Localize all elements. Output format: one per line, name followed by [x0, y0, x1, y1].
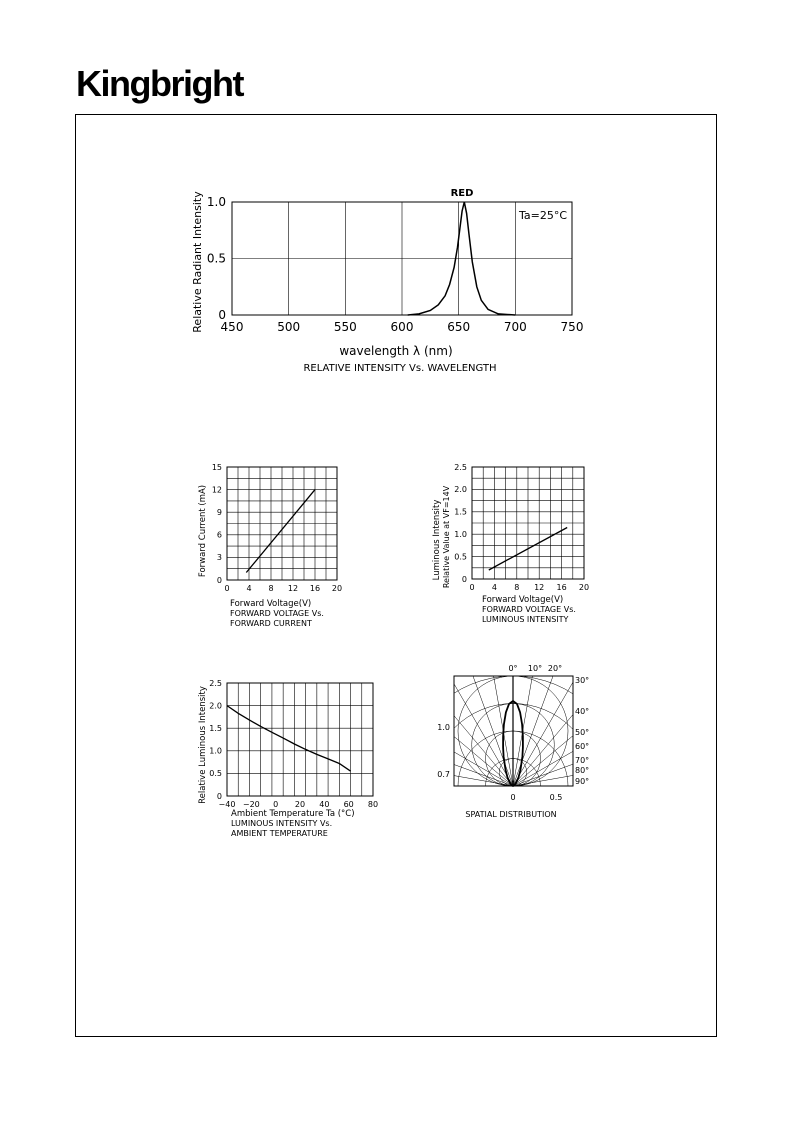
vf_if-y-tick-label: 3: [216, 553, 222, 563]
vf_if-y-tick-label: 15: [211, 462, 222, 472]
temp_iv-y-tick-label: 2.5: [209, 678, 222, 688]
vf-iv-y-axis-label: Luminous Intensity: [432, 499, 442, 581]
vf_iv-x-tick-label: 12: [534, 583, 545, 592]
spatial-radial-line: [348, 726, 513, 786]
brand-logo: Kingbright: [76, 63, 243, 104]
spectrum-x-axis-label: wavelength λ (nm): [339, 344, 453, 358]
vf-if-y-axis-label: Forward Current (mA): [198, 484, 208, 578]
vf-if-title: [230, 609, 324, 628]
vf_iv-y-tick-label: 1.0: [454, 530, 467, 539]
vf-iv-title-line: LUMINOUS INTENSITY: [482, 615, 569, 624]
vf-if-title-line: FORWARD VOLTAGE Vs.: [230, 609, 324, 618]
spectrum-x-tick-label: 700: [503, 320, 527, 334]
spatial-x-label: 0: [510, 793, 516, 802]
vf_if-x-tick-label: 4: [246, 584, 252, 593]
vf_if-x-tick-label: 0: [224, 584, 230, 593]
vf_iv-y-tick-label: 0: [461, 574, 467, 584]
temp_iv-x-tick-label: −40: [218, 800, 236, 809]
spatial-radial-label: 0.7: [437, 770, 450, 779]
temp_iv-y-tick-label: 0.5: [209, 769, 222, 779]
spatial-angle-label: 60°: [575, 742, 590, 751]
vf-if-title-line: FORWARD CURRENT: [230, 619, 312, 628]
vf_if-series-line: [246, 490, 315, 573]
spectrum-peak-label: RED: [450, 188, 474, 199]
temp_iv-x-tick-label: 40: [319, 800, 330, 809]
spectrum-y-axis-label: Relative Radiant Intensity: [191, 191, 204, 333]
vf_if-y-tick-label: 9: [216, 508, 222, 517]
spectrum-title: RELATIVE INTENSITY Vs. WAVELENGTH: [303, 363, 497, 374]
vf_iv-x-tick-label: 8: [514, 583, 520, 592]
spectrum-x-tick-label: 450: [220, 320, 244, 334]
spatial-angle-label: 70°: [575, 756, 590, 765]
vf_iv-x-tick-label: 4: [491, 583, 497, 592]
spatial-angle-label: 40°: [575, 707, 590, 716]
temp_iv-plot-frame: [227, 683, 373, 796]
spectrum-y-tick-label: 0.5: [206, 251, 226, 266]
temp-iv-title-line: AMBIENT TEMPERATURE: [231, 829, 328, 838]
temp_iv-y-tick-label: 1.0: [209, 746, 222, 756]
spatial-angle-label: 90°: [575, 777, 590, 786]
temp_iv-x-tick-label: 60: [343, 800, 354, 809]
spectrum-x-tick-label: 550: [333, 320, 357, 334]
temp_iv-series-line: [227, 706, 351, 772]
spatial-radial-line: [513, 698, 665, 786]
temp_iv-x-tick-label: 80: [367, 800, 379, 809]
spatial-radial-label: 1.0: [437, 723, 450, 732]
vf-iv-x-axis-label: Forward Voltage(V): [482, 595, 564, 605]
vf_iv-x-tick-label: 20: [578, 583, 590, 592]
vf_if-x-tick-label: 8: [268, 584, 274, 593]
spectrum-x-tick-label: 650: [447, 320, 471, 334]
vf-iv-title: [482, 605, 576, 624]
spectrum-x-tick-label: 750: [560, 320, 584, 334]
vf_if-y-tick-label: 6: [216, 530, 222, 540]
vf_iv-y-tick-label: 2.5: [454, 462, 467, 472]
spatial-title: SPATIAL DISTRIBUTION: [465, 810, 557, 819]
vf_iv-y-tick-label: 1.5: [454, 507, 467, 517]
spatial-radial-line: [513, 726, 678, 786]
vf-iv-title-line: FORWARD VOLTAGE Vs.: [482, 605, 576, 614]
vf_iv-y-tick-label: 0.5: [454, 552, 467, 562]
temp-iv-y-axis-label: Relative Luminous Intensity: [198, 686, 208, 804]
spatial-angle-label: 10°: [527, 664, 543, 673]
vf_if-x-tick-label: 12: [287, 584, 299, 593]
spectrum-x-tick-label: 600: [390, 320, 414, 334]
vf-iv-y-axis-label-2: Relative Value at VF=14V: [442, 485, 451, 589]
spatial-x-label: 0.5: [549, 793, 563, 802]
spatial-radial-line: [400, 651, 513, 786]
temp_iv-y-tick-label: 1.5: [209, 724, 222, 733]
vf_if-y-tick-label: 12: [211, 485, 222, 495]
spatial-angle-label: 0°: [508, 664, 518, 673]
temp_iv-y-tick-label: 0: [216, 791, 222, 801]
temp-iv-x-axis-label: Ambient Temperature Ta (°C): [231, 809, 355, 819]
vf_if-x-tick-label: 16: [309, 584, 321, 593]
vf_if-y-tick-label: 0: [216, 575, 222, 585]
spatial-angle-label: 50°: [575, 728, 590, 737]
vf-if-x-axis-label: Forward Voltage(V): [230, 599, 312, 609]
spectrum-x-tick-label: 500: [277, 320, 301, 334]
temp_iv-x-tick-label: 20: [294, 800, 306, 809]
spectrum-y-tick-label: 0: [218, 308, 226, 323]
vf_iv-x-tick-label: 0: [469, 583, 475, 592]
spatial-angle-label: 30°: [575, 676, 590, 685]
temp_iv-y-tick-label: 2.0: [209, 701, 222, 711]
temp_iv-x-tick-label: 0: [273, 800, 279, 809]
temp_iv-x-tick-label: −20: [242, 800, 260, 809]
temp-iv-title-line: LUMINOUS INTENSITY Vs.: [231, 819, 333, 828]
vf_if-x-tick-label: 20: [331, 584, 343, 593]
spatial-angle-label: 80°: [575, 766, 590, 775]
spatial-angle-label: 20°: [547, 664, 563, 673]
vf_iv-x-tick-label: 16: [556, 583, 567, 592]
spectrum-y-tick-label: 1.0: [206, 195, 226, 210]
spectrum-condition-label: Ta=25°C: [519, 209, 568, 222]
vf_iv-y-tick-label: 2.0: [454, 485, 467, 495]
temp-iv-title: [231, 819, 332, 838]
